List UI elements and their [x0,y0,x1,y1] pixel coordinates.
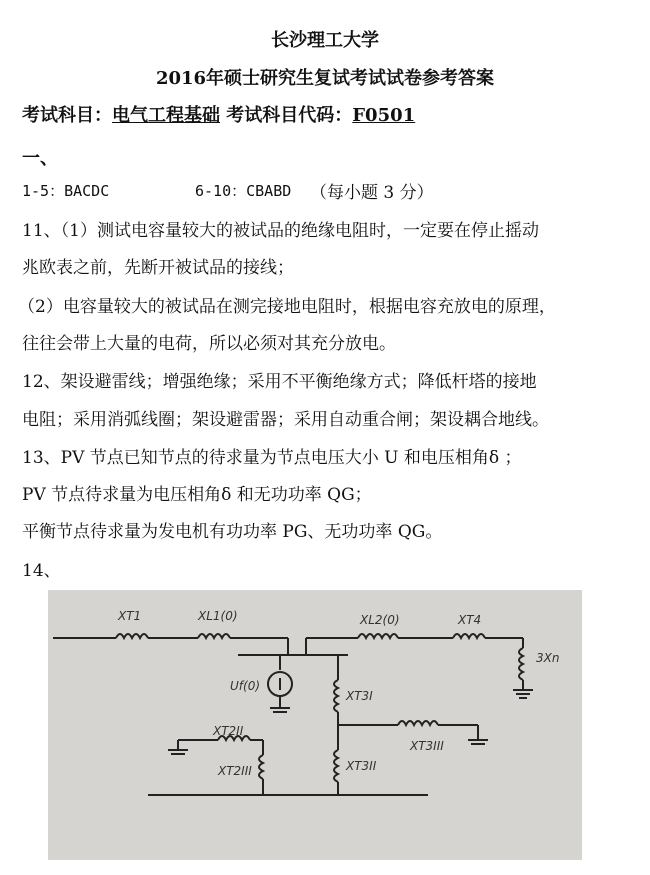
circuit-diagram-photo [48,590,582,860]
q11-line4: 往往会带上大量的电荷，所以必须对其充分放电。 [22,334,396,354]
label-xt1: XT1 [118,609,142,623]
q13-line1: 13、PV 节点已知节点的待求量为节点电压大小 U 和电压相角δ ； [22,448,522,468]
q11-line3: （2）电容量较大的被试品在测完接地电阻时，根据电容充放电的原理， [18,297,556,317]
label-xt4: XT4 [458,613,482,627]
q14-label: 14、 [22,561,61,581]
label-xt2iii: XT2III [218,764,252,778]
q12-line1: 12、架设避雷线；增强绝缘；采用不平衡绝缘方式；降低杆塔的接地 [22,372,537,392]
q11-line1: 11、（1）测试电容量较大的被试品的绝缘电阻时，一定要在停止摇动 [22,221,539,241]
label-xt3ii: XT3II [346,759,377,773]
answers-1-5: 1-5：BACDC [22,182,110,200]
label-xt2ii: XT2II [213,724,244,738]
label-xl2: XL2(0) [360,613,400,627]
code-prefix: 考试科目代码： [220,105,353,126]
q13-line2: PV 节点待求量为电压相角δ 和无功功率 QG； [22,485,372,505]
label-uf: Uf(0) [230,679,261,693]
circuit-diagram [48,590,582,860]
label-xt3iii: XT3III [410,739,444,753]
answers-6-10: 6-10：CBABD [195,182,292,200]
section-heading: 一、 [22,148,58,169]
subject-code: F0501 [352,105,416,126]
subject-prefix: 考试科目： [22,105,112,126]
document-title: 2016年硕士研究生复试考试试卷参考答案 [155,68,495,89]
subject-line [22,101,415,127]
label-xl1: XL1(0) [198,609,238,623]
label-xn: 3Xn [536,651,560,665]
q12-line2: 电阻；采用消弧线圈；架设避雷器；采用自动重合闸；架设耦合地线。 [22,410,549,430]
score-note: （每小题 3 分） [310,183,434,203]
label-xt3i: XT3I [346,689,373,703]
subject-name: 电气工程基础 [112,105,220,126]
university-name: 长沙理工大学 [271,30,379,51]
q11-line2: 兆欧表之前，先断开被试品的接线； [22,258,294,278]
q13-line3: 平衡节点待求量为发电机有功功率 PG、无功功率 QG。 [22,522,443,542]
